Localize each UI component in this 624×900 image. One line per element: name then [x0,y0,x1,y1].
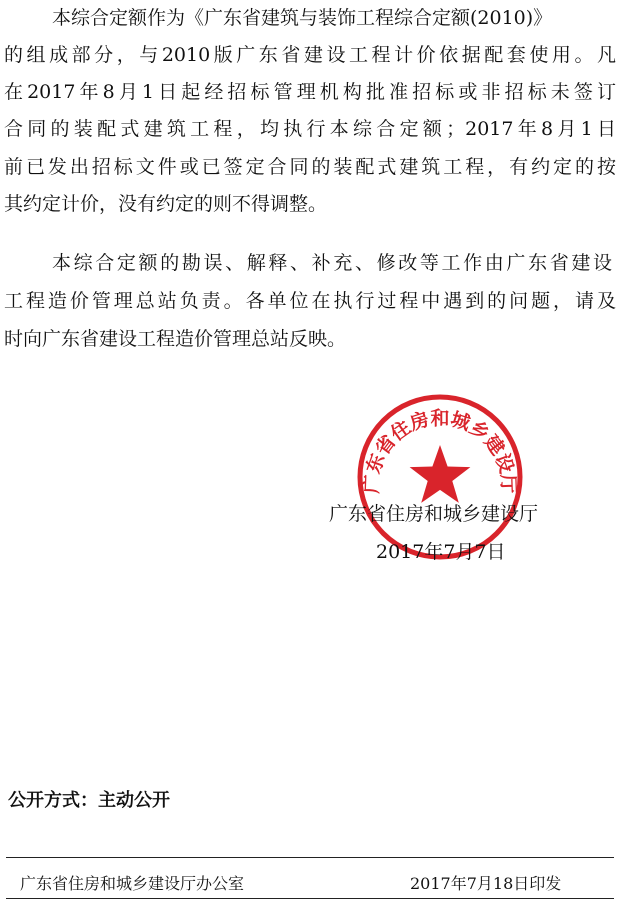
footer-bottom-rule [6,898,614,899]
p2-line-3: 时向广东省建设工程造价管理总站反映。 [4,328,347,350]
p1-line-2: 的组成部分，与2010版广东省建设工程计价依据配套使用。凡 [4,44,616,66]
footer-top-rule [6,857,614,858]
seal-star [410,445,471,503]
footer-date: 2017年7月18日印发 [410,874,562,893]
official-seal [356,393,524,561]
p1-line-4: 合同的装配式建筑工程，均执行本综合定额；2017年8月1日 [4,118,616,140]
signature-org: 广东省住房和城乡建设厅 [329,503,539,525]
p2-line-1: 本综合定额的勘误、解释、补充、修改等工作由广东省建设 [52,252,612,274]
p1-line-6: 其约定计价，没有约定的则不得调整。 [4,193,328,215]
p1-line-3: 在2017年8月1日起经招标管理机构批准招标或非招标未签订 [4,81,616,103]
p1-line-5: 前已发出招标文件或已签定合同的装配式建筑工程，有约定的按 [4,156,616,178]
disclosure-method: 公开方式：主动公开 [8,790,170,811]
signature-date: 2017年7月7日 [376,541,506,563]
p1-line-1: 本综合定额作为《广东省建筑与装饰工程综合定额(2010)》 [52,7,553,29]
seal-text: 广东省住房和城乡建设厅 [360,407,520,494]
p2-line-2: 工程造价管理总站负责。各单位在执行过程中遇到的问题，请及 [4,290,616,312]
footer-issuer: 广东省住房和城乡建设厅办公室 [20,874,245,893]
